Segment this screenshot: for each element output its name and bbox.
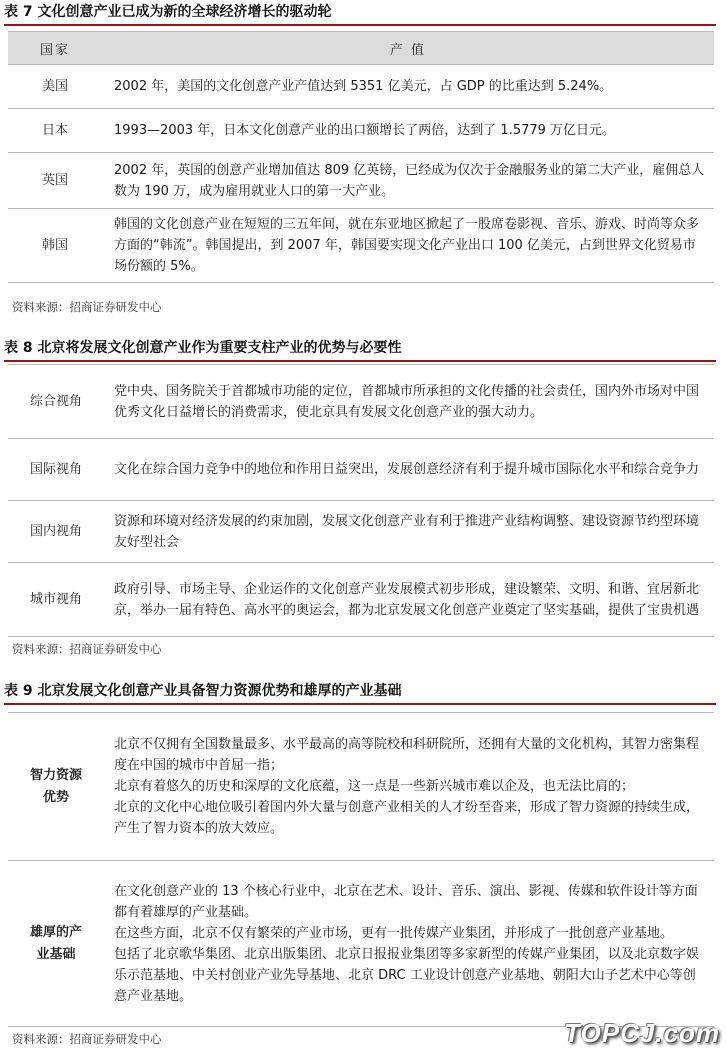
table8-title: 表 8 北京将发展文化创意产业作为重要支柱产业的优势与必要性 bbox=[4, 338, 716, 362]
row-label: 国内视角 bbox=[29, 523, 82, 539]
row-text: 在文化创意产业的 13 个核心行业中，北京在艺术、设计、音乐、演出、影视、传媒和软件设计等方面都有着雄厚的产业基础。 在这些方面，北京不仅有繁荣的产业市场，更有一批传媒产业集团，并形成了一批创意产业基地。 包括了北京歌华集团、北京出版集团、北京日报报业集团等多家新型的传媒产业集团，以及北京数字娱乐示范基地、中关村创业产业先导基地、北京 DRC 工业设计创意产业基地、朝阳大山子艺术中心等创意产业基地。 bbox=[114, 883, 700, 1004]
table-row bbox=[8, 209, 714, 283]
table9-title: 表 9 北京发展文化创意产业具备智力资源优势和雄厚的产业基础 bbox=[4, 681, 716, 705]
row-label: 日本 bbox=[41, 122, 68, 138]
table-row bbox=[8, 65, 714, 109]
table-row bbox=[8, 501, 714, 563]
table-row bbox=[8, 563, 714, 637]
table-row bbox=[8, 861, 714, 1027]
table7-source: 资料来源：招商证券研发中心 bbox=[12, 300, 162, 314]
table-row bbox=[8, 109, 714, 153]
table7-title: 表 7 文化创意产业已成为新的全球经济增长的驱动轮 bbox=[4, 2, 716, 26]
table7-header bbox=[8, 31, 714, 65]
watermark-logo: TOPCJ.com bbox=[564, 1018, 720, 1048]
table9-source: 资料来源：招商证券研发中心 bbox=[12, 1032, 162, 1046]
table-row bbox=[8, 439, 714, 501]
row-text: 2002 年，美国的文化创意产业产值达到 5351 亿美元，占 GDP 的比重达到 5.24%。 bbox=[114, 79, 613, 94]
table8 bbox=[8, 364, 714, 637]
row-label: 雄厚的产业基础 bbox=[29, 924, 82, 962]
table8-source: 资料来源：招商证券研发中心 bbox=[12, 642, 162, 656]
table7-header-country: 国家 bbox=[39, 42, 70, 58]
row-label: 英国 bbox=[41, 172, 68, 188]
row-label: 城市视角 bbox=[29, 591, 82, 607]
row-text: 资源和环境对经济发展的约束加剧，发展文化创意产业有利于推进产业结构调整、建设资源节约型环境友好型社会 bbox=[114, 513, 700, 550]
row-text: 政府引导、市场主导、企业运作的文化创意产业发展模式初步形成，建设繁荣、文明、和谐、宜居新北京，举办一届有特色、高水平的奥运会，都为北京发展文化创意产业奠定了坚实基础，提供了宝贵机遇 bbox=[114, 581, 700, 618]
row-text: 1993—2003 年，日本文化创意产业的出口额增长了两倍，达到了 1.5779 万亿日元。 bbox=[114, 123, 616, 138]
row-text: 2002 年，英国的创意产业增加值达 809 亿英镑，已经成为仅次于金融服务业的第二大产业，雇佣总人数为 190 万，成为雇用就业人口的第一大产业。 bbox=[114, 162, 705, 199]
table7-header-value: 产 值 bbox=[389, 42, 427, 58]
row-label: 综合视角 bbox=[29, 393, 82, 409]
row-text: 文化在综合国力竞争中的地位和作用日益突出，发展创意经济有利于提升城市国际化水平和综合竞争力 bbox=[114, 462, 700, 477]
table7 bbox=[8, 31, 714, 283]
row-text: 韩国的文化创意产业在短短的三五年间，就在东亚地区掀起了一股席卷影视、音乐、游戏、时尚等众多方面的“韩流”。韩国提出，到 2007 年，韩国要实现文化产业出口 100 亿美元，占到世界文化贸易市场份额的 5%。 bbox=[114, 217, 700, 274]
row-label: 韩国 bbox=[41, 237, 68, 253]
row-label: 美国 bbox=[41, 78, 68, 94]
row-label: 国际视角 bbox=[29, 461, 82, 477]
row-label: 智力资源优势 bbox=[29, 767, 82, 805]
table-row bbox=[8, 153, 714, 209]
row-text: 党中央、国务院关于首都城市功能的定位，首都城市所承担的文化传播的社会责任，国内外市场对中国优秀文化日益增长的消费需求，使北京具有发展文化创意产业的强大动力。 bbox=[114, 383, 700, 420]
row-text: 北京不仅拥有全国数量最多、水平最高的高等院校和科研院所，还拥有大量的文化机构，其智力密集程度在中国的城市中首屈一指； 北京有着悠久的历史和深厚的文化底蕴，这一点是一些新兴城市难以企及，也无法比肩的； 北京的文化中心地位吸引着国内外大量与创意产业相关的人才纷至沓来，形成了智力资源的持续生成，产生了智力资本的放大效应。 bbox=[114, 737, 700, 836]
table-row bbox=[8, 713, 714, 861]
table9 bbox=[8, 712, 714, 1027]
table-row bbox=[8, 365, 714, 439]
